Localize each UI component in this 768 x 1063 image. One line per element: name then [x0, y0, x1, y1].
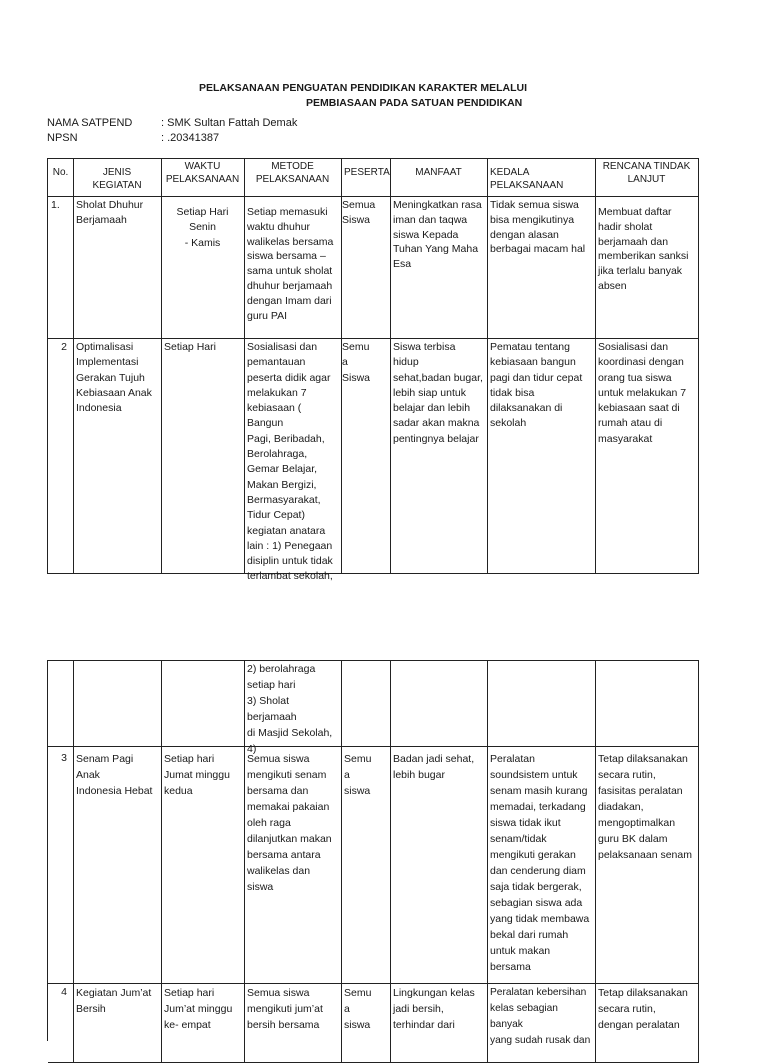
table-row-1-rencana: Membuat daftar hadir sholat berjamaah dan memberikan sanksi jika terlalu banyak absen — [595, 196, 699, 339]
table-row-1-manfaat: Meningkatkan rasa iman dan taqwa siswa Kepada Tuhan Yang Maha Esa — [390, 196, 488, 339]
table-row-1-no: 1. — [48, 196, 74, 339]
table-row-2-manfaat: Siswa terbisa hidup sehat,badan bugar, lebih siap untuk belajar dan lebih sadar akan makna pentingnya belajar — [390, 338, 488, 574]
document-title-line-1: PELAKSANAAN PENGUATAN PENDIDIKAN KARAKTER MELALUI — [199, 82, 528, 94]
document-title-line-2: PEMBIASAAN PADA SATUAN PENDIDIKAN — [306, 97, 523, 109]
header-peserta: PESERTA — [341, 159, 391, 197]
header-kendala-pelaksanaan: KEDALA PELAKSANAAN — [487, 159, 596, 197]
table-row-4-jenis: Kegiatan Jum’at Bersih — [73, 983, 162, 1063]
table-row-1-metode: Setiap memasuki waktu dhuhur walikelas bersama siswa bersama – sama untuk sholat dhuhur berjamaah dengan Imam dari guru PAI — [244, 196, 342, 339]
table-row-4-rencana: Tetap dilaksanakan secara rutin, dengan peralatan — [595, 983, 699, 1063]
cont-row-a-rencana — [595, 661, 699, 747]
table-row-3-peserta: Semu a siswa — [341, 746, 391, 984]
npsn-label: NPSN — [47, 132, 78, 144]
cont-row-a-kendala — [487, 661, 596, 747]
cont-row-a-metode: 2) berolahraga setiap hari 3) Sholat berjamaah di Masjid Sekolah, 4) — [244, 661, 342, 747]
header-metode-pelaksanaan: METODE PELAKSANAAN — [244, 159, 342, 197]
table-row-3-no: 3 — [48, 746, 74, 984]
header-no: No. — [48, 159, 74, 197]
table-row-3-waktu: Setiap hari Jumat minggu kedua — [161, 746, 245, 984]
table-row-1-waktu: Setiap Hari Senin - Kamis — [161, 196, 245, 339]
table-row-4-manfaat: Lingkungan kelas jadi bersih, terhindar dari — [390, 983, 488, 1063]
table-row-2-rencana: Sosialisasi dan koordinasi dengan orang tua siswa untuk melakukan 7 kebiasaan saat di rumah atau di masyarakat — [595, 338, 699, 574]
table-row-3-manfaat: Badan jadi sehat, lebih bugar — [390, 746, 488, 984]
nama-satpend-label: NAMA SATPEND — [47, 117, 133, 129]
table-row-3-metode: Semua siswa mengikuti senam bersama dan memakai pakaian oleh raga dilanjutkan makan bersama antara walikelas dan siswa — [244, 746, 342, 984]
table-row-1-jenis: Sholat Dhuhur Berjamaah — [73, 196, 162, 339]
cont-row-a-manfaat — [390, 661, 488, 747]
table-row-2-no: 2 — [48, 338, 74, 574]
header-rencana-tindak-lanjut: RENCANA TINDAK LANJUT — [595, 159, 699, 197]
activity-table — [47, 158, 699, 583]
cont-row-a-no — [48, 661, 74, 747]
table-row-4-peserta: Semu a siswa — [341, 983, 391, 1063]
activity-table-continued — [47, 660, 699, 1046]
cont-row-a-waktu — [161, 661, 245, 747]
table-row-4-waktu: Setiap hari Jum’at minggu ke- empat — [161, 983, 245, 1063]
cont-row-a-peserta — [341, 661, 391, 747]
table-row-2-jenis: Optimalisasi Implementasi Gerakan Tujuh Kebiasaan Anak Indonesia — [73, 338, 162, 574]
table-row-2-kendala: Pematau tentang kebiasaan bangun pagi dan tidur cepat tidak bisa dilaksanakan di sekolah — [487, 338, 596, 574]
table-row-4-kendala: Peralatan kebersihan kelas sebagian banyak yang sudah rusak dan — [487, 983, 596, 1063]
table-row-2-waktu: Setiap Hari — [161, 338, 245, 574]
table-row-1-kendala: Tidak semua siswa bisa mengikutinya dengan alasan berbagai macam hal — [487, 196, 596, 339]
table-row-3-kendala: Peralatan soundsistem untuk senam masih kurang memadai, terkadang siswa tidak ikut senam/tidak mengikuti gerakan dan cenderung diam saja tidak bergerak, sebagian siswa ada yang tidak membawa bekal dari rumah untuk makan bersama — [487, 746, 596, 984]
table-row-3-rencana: Tetap dilaksanakan secara rutin, fasisitas peralatan diadakan, mengoptimalkan guru BK dalam pelaksanaan senam — [595, 746, 699, 984]
cont-row-a-jenis — [73, 661, 162, 747]
table-row-3-jenis: Senam Pagi Anak Indonesia Hebat — [73, 746, 162, 984]
table-row-2-metode: Sosialisasi dan pemantauan peserta didik agar melakukan 7 kebiasaan ( Bangun Pagi, Beribadah, Berolahraga, Gemar Belajar, Makan Bergizi, Bermasyarakat, Tidur Cepat) kegiatan anatara lain : 1) Penegaan disiplin untuk tidak terlambat sekolah, — [244, 338, 342, 574]
header-waktu-pelaksanaan: WAKTU PELAKSANAAN — [161, 159, 245, 197]
npsn-value: : .20341387 — [161, 132, 220, 144]
header-jenis-kegiatan: JENIS KEGIATAN — [73, 159, 162, 197]
header-manfaat: MANFAAT — [390, 159, 488, 197]
table-row-4-no: 4 — [48, 983, 74, 1063]
table-row-1-peserta: Semua Siswa — [341, 196, 391, 339]
table-row-2-peserta: Semu a Siswa — [341, 338, 391, 574]
table-row-4-metode: Semua siswa mengikuti jum’at bersih bersama — [244, 983, 342, 1063]
nama-satpend-value: : SMK Sultan Fattah Demak — [161, 117, 298, 129]
